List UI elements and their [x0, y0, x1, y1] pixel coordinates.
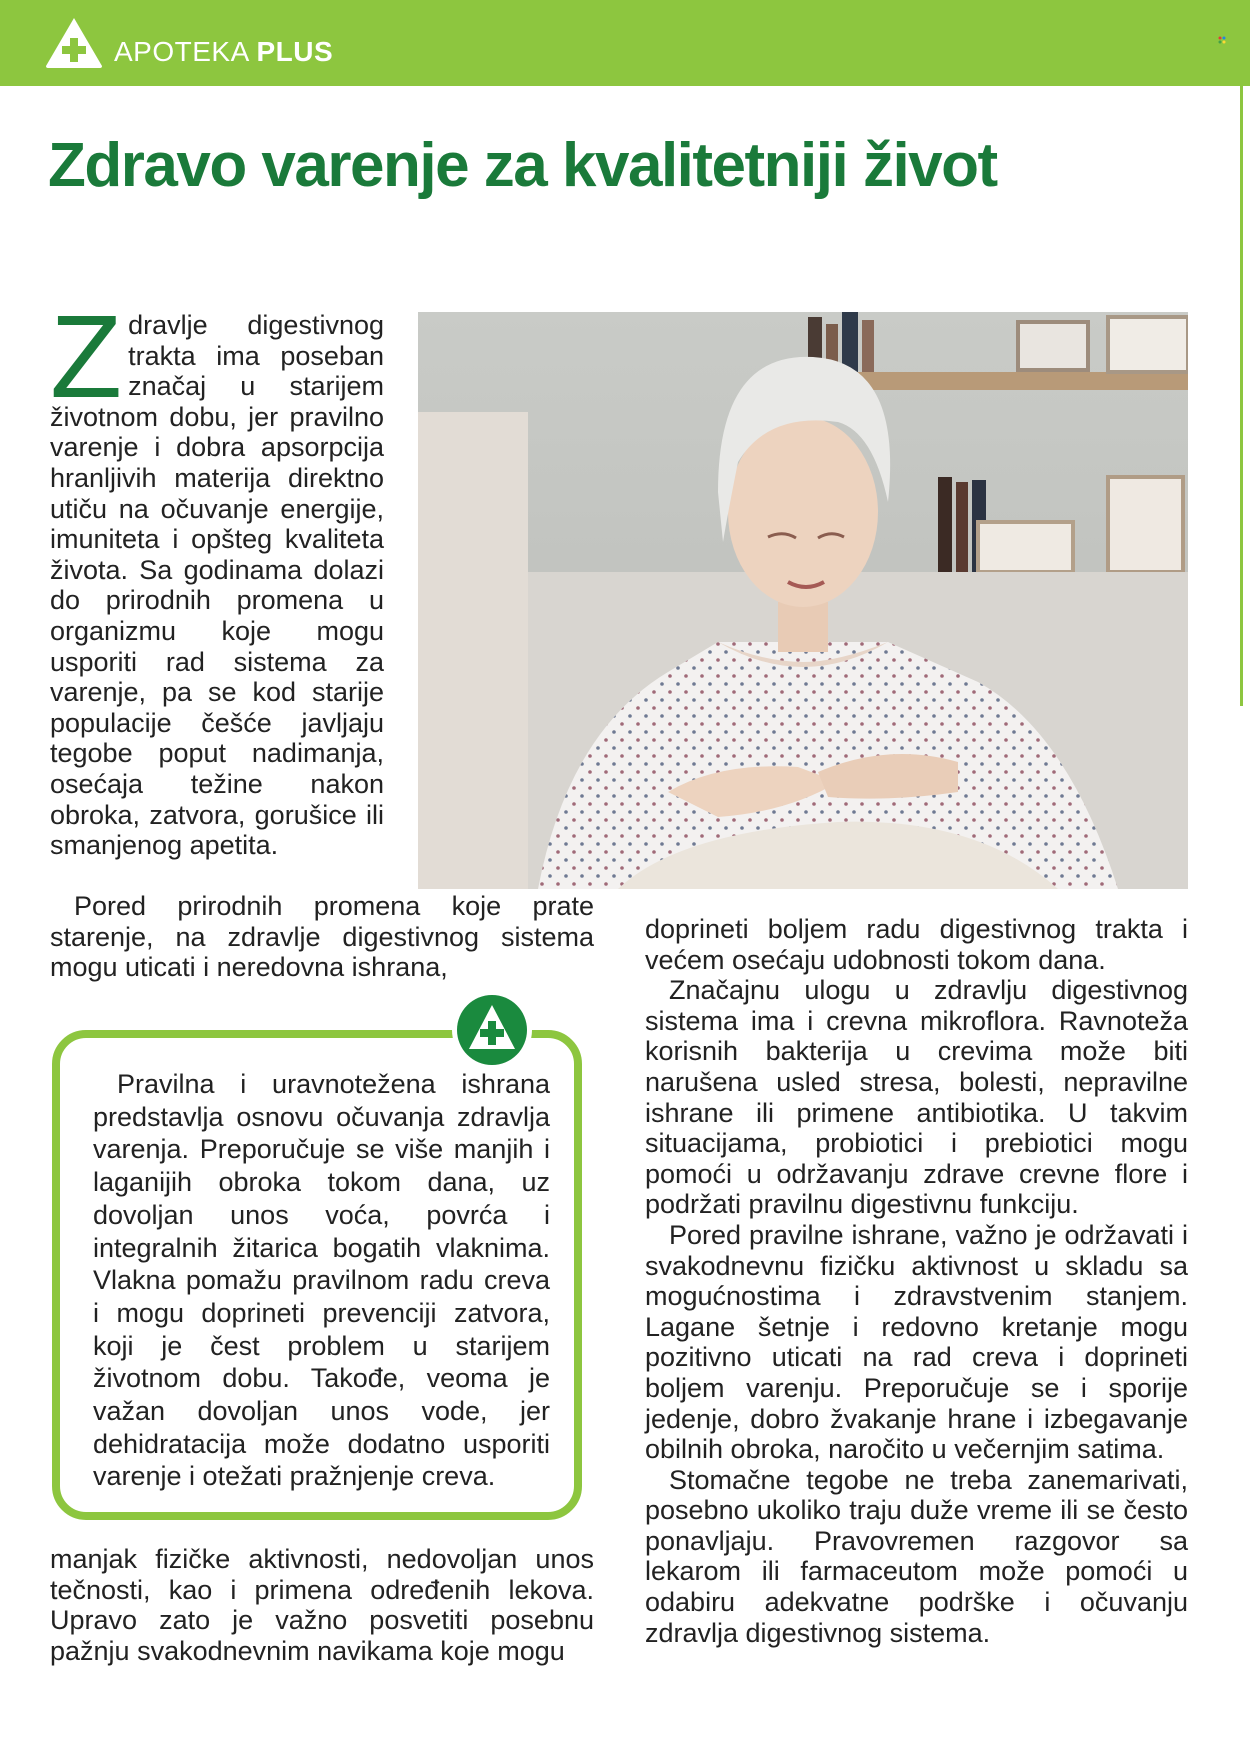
- drop-cap: Z: [50, 291, 123, 423]
- tip-box-text: Pravilna i uravnotežena ishrana predstavlja osnovu očuvanja zdravlja varenja. Preporučuje se više manjih i laganijih obroka tokom dana, uz dovoljan unos voća, povrća i integralnih žitarica bogatih vlaknima. Vlakna pomažu pravilnom radu creva i mogu doprineti prevenciji zatvora, koji je čest problem u starijem životnom dobu. Takođe, veoma je važan dovoljan unos vode, jer dehidratacija može dodatno usporiti varenje i otežati pražnjenje creva.: [93, 1069, 550, 1492]
- plus-leaf-icon: [457, 995, 527, 1065]
- plus-leaf-logo-icon: [44, 16, 104, 70]
- elderly-woman-holding-stomach-photo: [418, 312, 1188, 889]
- tip-box-badge: [452, 990, 532, 1070]
- right-paragraph-4: Stomačne tegobe ne treba zanemarivati, posebno ukoliko traju duže vreme ili se često ponavljaju. Pravovremen razgovor sa lekarom ili farmaceutom može pomoći u odabiru adekvatne podrške i očuvanju zdravlja digestivnog sistema.: [645, 1464, 1188, 1648]
- intro-paragraph: Zdravlje digestivnog trakta ima poseban značaj u starijem životnom dobu, jer pravilno varenje i dobra apsorpcija hranljivih materija direktno utiču na očuvanje energije, imuniteta i opšteg kvaliteta života. Sa godinama dolazi do prirodnih promena u organizmu koje mogu usporiti rad sistema za varenje, pa se kod starije populacije češće javljaju tegobe poput nadimanja, osećaja težine nakon obroka, zatvora, gorušice ili smanjenog apetita.: [50, 291, 384, 861]
- right-paragraph-1: doprineti boljem radu digestivnog trakta i većem osećaju udobnosti tokom dana.: [645, 914, 1188, 975]
- brand-name: APOTEKA PLUS: [114, 36, 334, 67]
- article-title: Zdravo varenje za kvalitetniji život: [48, 131, 997, 200]
- right-paragraph-2: Značajnu ulogu u zdravlju digestivnog sistema ima i crevna mikroflora. Ravnoteža korisnih bakterija u crevima može biti narušena usled stresa, bolesti, nepravilne ishrane ili primene antibiotika. U takvim situacijama, probiotici i prebiotici mogu pomoći u održavanju zdrave crevne flore i podržati pravilnu digestivnu funkciju.: [645, 975, 1188, 1220]
- color-dots-icon: [1218, 36, 1226, 44]
- paragraph-continued: Pored prirodnih promena koje prate starenje, na zdravlje digestivnog sistema mogu uticati i neredovna ishrana,: [50, 891, 594, 983]
- page-edge-stripe: [1240, 86, 1243, 706]
- right-paragraph-3: Pored pravilne ishrane, važno je održavati i svakodnevnu fizičku aktivnost u skladu sa mogućnostima i zdravstvenim stanjem. Lagane šetnje i redovno kretanje mogu pozitivno uticati na rad creva i doprineti boljem varenju. Preporučuje se i sporije jedenje, dobro žvakanje hrane i izbegavanje obilnih obroka, naročito u večernjim satima.: [645, 1219, 1188, 1465]
- right-column: [645, 914, 1188, 1648]
- paragraph-continued-end: manjak fizičke aktivnosti, nedovoljan unos tečnosti, kao i primena određenih lekova. Upravo zato je važno posvetiti posebnu pažnju svakodnevnim navikama koje mogu: [50, 1544, 594, 1666]
- header-bar: [0, 0, 1250, 86]
